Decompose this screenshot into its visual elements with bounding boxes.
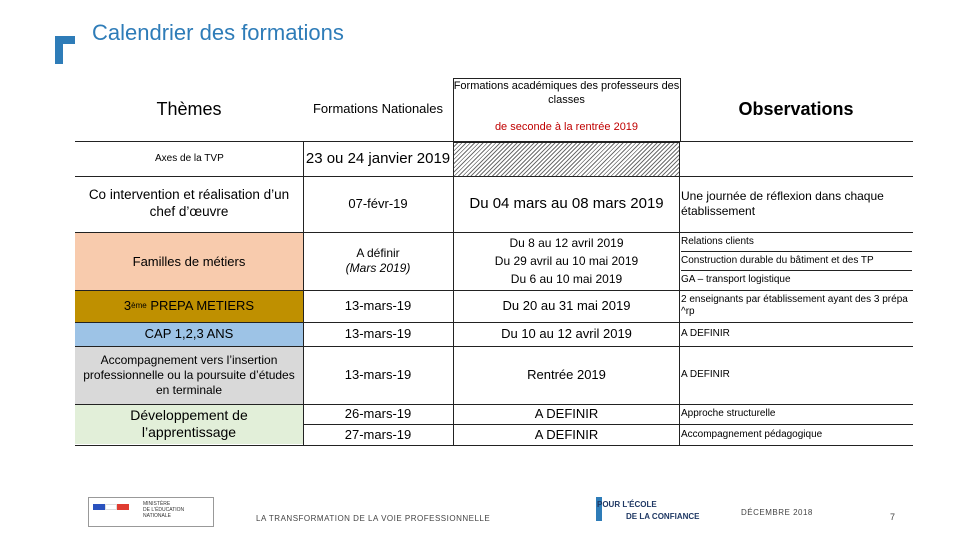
page-number: 7 [890,512,896,522]
row-apprentissage-observation-2: Accompagnement pédagogique [681,428,823,440]
confiance-logo-line-1: POUR L'ÉCOLE [597,500,657,509]
header-academiques-label: Formations académiques des professeurs des classes [453,80,680,106]
row-prepa-theme [75,290,303,322]
grid-line [75,141,913,142]
row-accompagnement-academique: Rentrée 2019 [453,346,680,404]
row-familles-nationale [303,232,453,290]
row-cointervention-observation: Une journée de réflexion dans chaque établissement [681,189,884,218]
row-familles-theme: Familles de métiers [75,232,303,290]
ministere-line-1: MINISTÈRE [143,501,171,507]
row-familles-academique [453,232,680,290]
ministere-line-2: DE L'ÉDUCATION [143,507,185,513]
grid-line [75,232,913,233]
row-accompagnement-nationale: 13-mars-19 [344,366,412,382]
flag-red [117,504,129,510]
grid-line [75,445,913,446]
grid-line [75,404,913,405]
row-prepa-observation: 2 enseignants par établissement ayant des 3 prépa ^rp [681,293,908,317]
row-apprentissage-nationale-1: 26-mars-19 [344,405,412,421]
footer-center-text: LA TRANSFORMATION DE LA VOIE PROFESSIONNELLE [256,514,491,523]
title-decoration-inner [63,44,75,64]
row-prepa-theme-label: PREPA METIERS [150,297,255,313]
header-academiques-sub: de seconde à la rentrée 2019 [494,120,639,133]
row-axes-nationale: 23 ou 24 janvier 2019 [305,149,451,167]
row-familles-academique-line: Du 29 avril au 10 mai 2019 [494,254,639,268]
ministere-text [143,501,184,519]
footer-date: DÉCEMBRE 2018 [741,508,813,517]
row-cointervention-nationale: 07-févr-19 [348,195,408,211]
row-apprentissage-theme: Développement de l’apprentissage [75,404,303,444]
ministere-logo [88,497,214,527]
grid-line [453,78,681,79]
row-axes-academique-hatched [453,142,680,176]
row-cap-observation: A DEFINIR [681,327,730,339]
row-cap-theme: CAP 1,2,3 ANS [75,322,303,346]
grid-line [75,346,913,347]
title-decoration-square [55,56,63,64]
row-prepa-academique: Du 20 au 31 mai 2019 [453,290,680,322]
slide-title: Calendrier des formations [92,20,344,45]
row-cointervention-theme: Co intervention et réalisation d’un chef d’œuvre [88,187,290,219]
row-familles-nationale-note: (Mars 2019) [345,261,411,275]
row-familles-academique-line: Du 8 au 12 avril 2019 [509,236,624,250]
row-prepa-nationale: 13-mars-19 [344,297,412,313]
grid-line [303,424,913,425]
row-cap-academique: Du 10 au 12 avril 2019 [453,322,680,346]
row-apprentissage-academique-2: A DEFINIR [453,425,680,445]
row-accompagnement-theme: Accompagnement vers l’insertion professionnelle ou la poursuite d’études en terminale [75,346,303,404]
grid-line [453,78,454,142]
grid-line [303,142,304,445]
row-cointervention-academique: Du 04 mars au 08 mars 2019 [453,176,680,232]
header-observations: Observations [738,98,854,119]
row-apprentissage-academique-1: A DEFINIR [453,404,680,424]
row-apprentissage-nationale-2: 27-mars-19 [344,426,412,442]
grid-line [75,322,913,323]
flag-white [105,504,117,510]
row-prepa-theme-prefix: 3 [123,297,132,313]
row-familles-observation-2: Construction durable du bâtiment et des TP [681,252,912,271]
grid-line [75,290,913,291]
row-familles-observation-1: Relations clients [681,233,912,252]
ministere-line-3: NATIONALE [143,513,171,519]
row-prepa-theme-sup: ème [131,301,147,310]
confiance-logo-line-2: DE LA CONFIANCE [626,512,700,521]
row-familles-academique-line: Du 6 au 10 mai 2019 [510,272,623,286]
header-formations-academiques [453,78,680,140]
row-accompagnement-observation: A DEFINIR [681,368,730,380]
header-formations-nationales: Formations Nationales [312,100,444,116]
row-apprentissage-observation-1: Approche structurelle [681,407,776,419]
grid-line [75,176,913,177]
row-familles-nationale-value: A définir [356,246,400,260]
grid-line [680,78,681,142]
flag-blue [93,504,105,510]
header-themes: Thèmes [156,98,222,119]
row-cap-nationale: 13-mars-19 [344,325,412,341]
row-familles-observation-3: GA – transport logistique [681,274,791,286]
row-axes-theme: Axes de la TVP [155,152,224,164]
